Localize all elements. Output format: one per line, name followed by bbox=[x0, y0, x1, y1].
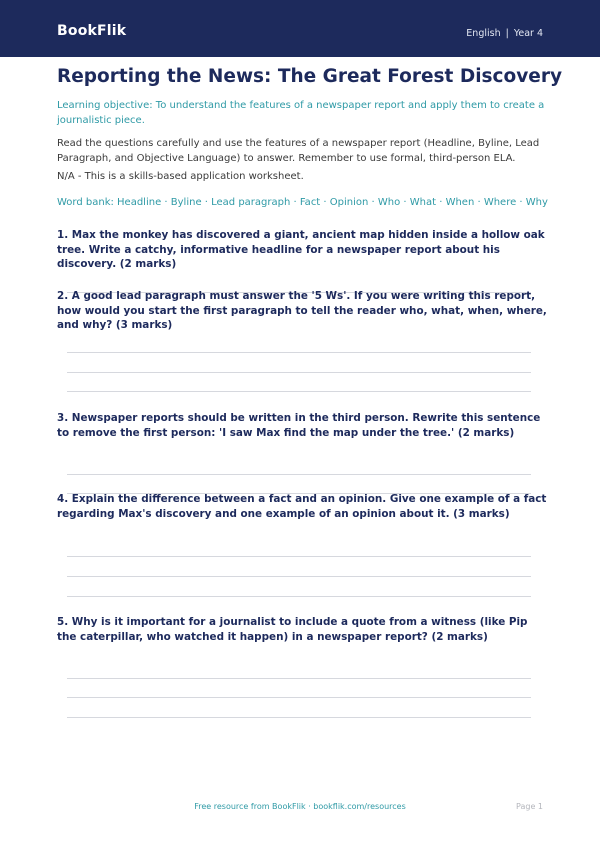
question-5: 5. Why is it important for a journalist to include a quote from a witness (like Pip the caterpillar, who watched it happen) in a newspaper report? (2 marks) bbox=[57, 616, 528, 643]
year-label: Year 4 bbox=[513, 28, 543, 39]
brand-logo: BookFlik bbox=[57, 23, 127, 39]
learning-objective: Learning objective: To understand the features of a newspaper report and apply them to create a journalistic piece. bbox=[57, 100, 545, 126]
answer-line-5c[interactable] bbox=[67, 717, 531, 718]
question-4: 4. Explain the difference between a fact and an opinion. Give one example of a fact regarding Max's discovery and one example of an opinion about it. (3 marks) bbox=[57, 493, 547, 520]
subject-year-label bbox=[466, 28, 543, 39]
answer-line-5a[interactable] bbox=[67, 678, 531, 679]
footer-credit: Free resource from BookFlik · bookflik.com/resources bbox=[194, 802, 406, 811]
answer-line-4a[interactable] bbox=[67, 556, 531, 557]
answer-line-3a[interactable] bbox=[67, 474, 531, 475]
meta-separator: | bbox=[505, 28, 509, 39]
question-2: 2. A good lead paragraph must answer the '5 Ws'. If you were writing this report, how would you start the first paragraph to tell the reader who, what, when, where, and why? (3 marks) bbox=[57, 290, 547, 331]
question-1: 1. Max the monkey has discovered a giant, ancient map hidden inside a hollow oak tree. Write a catchy, informative headline for a newspaper report about his discovery. (2 marks) bbox=[57, 229, 545, 270]
word-bank: Word bank: Headline · Byline · Lead paragraph · Fact · Opinion · Who · What · When · Where · Why bbox=[57, 197, 548, 208]
answer-line-5b[interactable] bbox=[67, 697, 531, 698]
instructions: Read the questions carefully and use the features of a newspaper report (Headline, Byline, Lead Paragraph, and Objective Language) to answer. Remember to use formal, third-person ELA. bbox=[57, 138, 540, 164]
page-number: Page 1 bbox=[516, 802, 543, 811]
answer-line-2a[interactable] bbox=[67, 352, 531, 353]
answer-line-4c[interactable] bbox=[67, 596, 531, 597]
page-header bbox=[0, 0, 600, 57]
page-title: Reporting the News: The Great Forest Discovery bbox=[57, 66, 563, 87]
question-3: 3. Newspaper reports should be written in the third person. Rewrite this sentence to remove the first person: 'I saw Max find the map under the tree.' (2 marks) bbox=[57, 412, 541, 439]
subject-label: English bbox=[466, 28, 501, 39]
answer-line-2b[interactable] bbox=[67, 372, 531, 373]
answer-line-2c[interactable] bbox=[67, 391, 531, 392]
answer-line-4b[interactable] bbox=[67, 576, 531, 577]
worksheet-note: N/A - This is a skills-based application worksheet. bbox=[57, 171, 304, 182]
